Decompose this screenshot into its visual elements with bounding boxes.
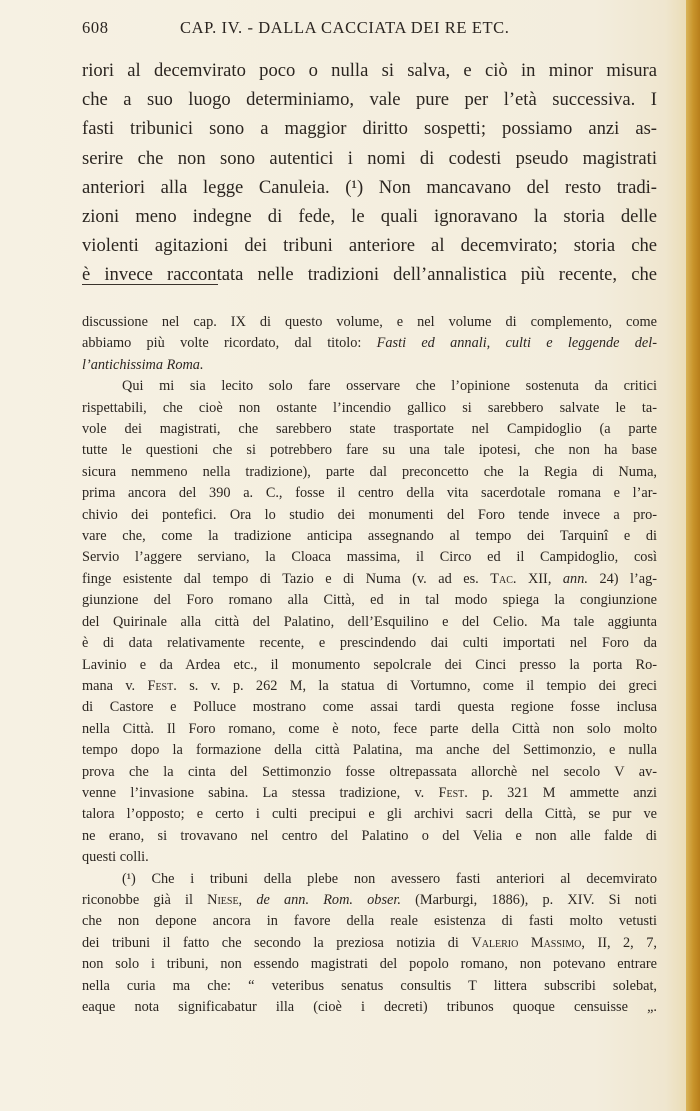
footnote-line <box>82 890 657 911</box>
author-abbr: Fest. <box>438 784 468 801</box>
footnote-line: nella Città. Il Foro romano, come è noto, fece parte della Città non solo molto <box>82 720 657 737</box>
footnote-line: chivio dei pontefici. Ora lo studio dei monumenti del Foro tende invece a pro- <box>82 506 657 523</box>
main-text-line: fasti tribunici sono a maggior diritto sospetti; possiamo anzi as- <box>82 118 657 140</box>
main-text-line: anteriori alla legge Canuleia. (¹) Non mancavano del resto tradi- <box>82 176 657 198</box>
footnote-line <box>82 355 657 376</box>
main-text <box>82 56 657 290</box>
footnote-line: prima ancora del 390 a. C., fosse il centro della vita sacerdotale romana e l’ar- <box>82 485 657 502</box>
work-title: de ann. Rom. obser. <box>256 891 401 908</box>
main-text-line: serire che non sono autentici i nomi di codesti pseudo magistrati <box>82 147 657 169</box>
footnote-line: Lavinio e da Ardea etc., il monumento sepolcrale dei Cinci presso la porta Ro- <box>82 656 657 673</box>
page-edge <box>686 0 700 1111</box>
book-title-cont: l’antichissima Roma. <box>82 356 204 373</box>
footnote-text: p. 321 M ammette anzi <box>482 784 658 801</box>
footnote-line: di Castore e Polluce mostrano come assai tardi questa regione fosse inclusa <box>82 699 657 716</box>
footnote-text: 24) l’ag- <box>599 570 658 587</box>
footnote-line: che non depone ancora in favore della reale esistenza di fasti molto vetusti <box>82 913 657 930</box>
footnote-text: venne l’invasione sabina. La stessa tradizione, v. <box>82 784 425 801</box>
footnote-line: Servio l’aggere serviano, la Cloaca massima, il Circo ed il Campidoglio, così <box>82 549 657 566</box>
footnote-line: è di data relativamente recente, e prescindendo dai culti importati nel Foro da <box>82 635 657 652</box>
author-abbr: Tac. <box>490 570 517 587</box>
footnote-rule <box>82 284 218 285</box>
footnote-line <box>82 933 657 954</box>
footnote-line: prova che la cinta del Settimonzio fosse oltrepassata allorchè nel secolo V av- <box>82 763 657 780</box>
main-text-line: che a suo luogo determiniamo, vale pure per l’età successiva. I <box>82 89 657 111</box>
footnote-text: XII, <box>527 570 552 587</box>
footnote-line: vare che, come la tradizione anticipa assegnando al tempo dei Tarquinî e di <box>82 528 657 545</box>
footnotes <box>82 312 657 1018</box>
footnote-line <box>82 783 657 804</box>
footnote-line: ne erano, si trovavano nel centro del Palatino o del Velia e non alle falde di <box>82 827 657 844</box>
footnote-text: s. v. p. 262 M, la statua di Vortumno, come il tempio dei greci <box>189 677 657 694</box>
footnote-line: questi colli. <box>82 849 149 866</box>
footnote-text: abbiamo più volte ricordato, dal titolo: <box>82 335 362 352</box>
footnote-line: talora l’opposto; e certo i culti precipui e gli archivi sacri della Città, se pur ve <box>82 806 657 823</box>
footnote-text: dei tribuni il fatto che secondo la preziosa notizia di <box>82 934 459 951</box>
footnote-line: eaque nota significabatur illa (cioè i decreti) tribunos quoque censuisse „. <box>82 999 657 1015</box>
footnote-line: del Quirinale alla città del Palatino, dell’Esquilino e del Celio. Ma tale aggiunta <box>82 613 657 630</box>
running-head: CAP. IV. - DALLA CACCIATA DEI RE ETC. <box>180 18 510 37</box>
footnote-line: vole dei magistrati, che sarebbero state trasportate nel Campidoglio (a parte <box>82 421 657 438</box>
main-text-line: riori al decemvirato poco o nulla si salva, e ciò in minor misura <box>82 60 657 81</box>
footnote-line <box>82 676 657 697</box>
footnote-line <box>82 569 657 590</box>
footnote-text: riconobbe già il <box>82 891 193 908</box>
author-name: Niese, <box>207 891 243 908</box>
main-text-line: è invece raccontata nelle tradizioni dell’annalistica più recente, che <box>82 264 657 286</box>
footnote-line: sicura nemmeno nella tradizione), parte dal preconcetto che la Regia di Numa, <box>82 463 657 480</box>
footnote-line: nella curia ma che: “ veteribus senatus consultis T littera subscribi solebat, <box>82 977 657 994</box>
author-abbr: Fest. <box>147 677 177 694</box>
footnote-line: tutte le questioni che si potrebbero fare su una tale ipotesi, che non ha base <box>82 442 657 459</box>
main-text-line: violenti agitazioni dei tribuni anteriore al decemvirato; storia che <box>82 235 657 257</box>
page-header <box>82 18 657 42</box>
footnote-line: (¹) Che i tribuni della plebe non avessero fasti anteriori al decemvirato <box>122 870 657 887</box>
work-abbr: ann. <box>562 570 588 587</box>
page-number: 608 <box>82 18 109 37</box>
footnote-line: discussione nel cap. IX di questo volume, e nel volume di complemento, come <box>82 314 657 330</box>
footnote-text: (Marburgi, 1886), p. XIV. Si noti <box>415 891 658 908</box>
footnote-line: Qui mi sia lecito solo fare osservare che l’opinione sostenuta da critici <box>122 378 657 395</box>
book-title: Fasti ed annali, culti e leggende del- <box>376 335 657 352</box>
footnote-line: rispettabili, che cioè non ostante l’incendio gallico si sarebbero salvate le ta- <box>82 399 657 416</box>
footnote-text: mana v. <box>82 677 136 694</box>
footnote-line <box>82 333 657 354</box>
footnote-text: finge esistente dal tempo di Tazio e di Numa (v. ad es. <box>82 570 479 587</box>
main-text-line: zioni meno indegne di fede, le quali ignoravano la storia delle <box>82 206 657 228</box>
footnote-line: giunzione del Foro romano alla Città, ed in tal modo spiega la congiunzione <box>82 592 657 609</box>
footnote-line: non solo i tribuni, non essendo magistrati del popolo romano, non potevano entrare <box>82 956 657 973</box>
author-name: Valerio Massimo, <box>471 934 585 951</box>
footnote-text: II, 2, 7, <box>597 934 657 951</box>
footnote-line: tempo dopo la formazione della città Palatina, ma anche del Settimonzio, e nulla <box>82 742 657 759</box>
